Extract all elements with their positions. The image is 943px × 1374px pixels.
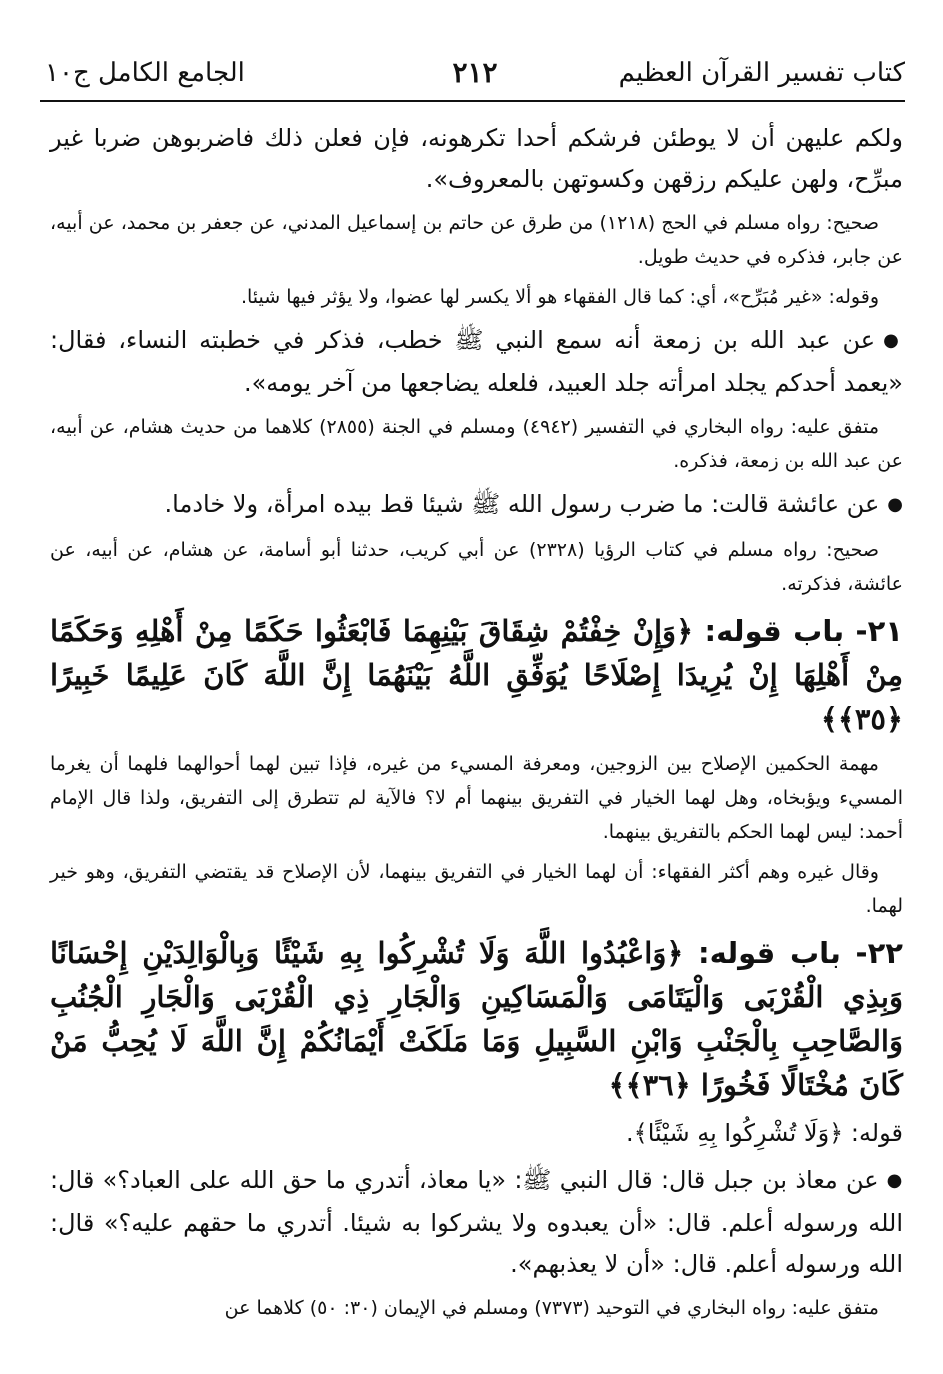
- chapter-heading: [50, 609, 903, 741]
- chapter-label: ٢٢- باب قوله:: [698, 936, 903, 970]
- footnote-paragraph: وقوله: «غير مُبَرِّح»، أي: كما قال الفقهاء هو ألا يكسر لها عضوا، ولا يؤثر فيها شيئا.: [240, 286, 879, 308]
- text-paragraph: قوله: ﴿وَلَا تُشْرِكُوا بِهِ شَيْئًا﴾.: [626, 1119, 903, 1147]
- footnote-paragraph: صحيح: رواه مسلم في الحج (١٢١٨) من طرق عن حاتم بن إسماعيل المدني، عن جعفر بن محمد، عن أبيه، عن جابر، فذكره في حديث طويل.: [50, 212, 903, 268]
- footnote-paragraph: متفق عليه: رواه البخاري في التوحيد (٧٣٧٣) ومسلم في الإيمان (٣٠: ٥٠) كلاهما عن: [224, 1297, 879, 1319]
- quran-verse: ﴿وَإِنْ خِفْتُمْ شِقَاقَ بَيْنِهِمَا فَابْعَثُوا حَكَمًا مِنْ أَهْلِهِ وَحَكَمًا مِنْ أَهْلِهَا إِنْ يُرِيدَا إِصْلَاحًا يُوَفِّقِ اللَّهُ بَيْنَهُمَا إِنَّ اللَّهَ كَانَ عَلِيمًا خَبِيرًا ﴿٣٥﴾﴾: [50, 614, 903, 736]
- bullet-icon: [875, 324, 903, 352]
- text-paragraph: ولكم عليهن أن لا يوطئن فرشكم أحدا تكرهونه، فإن فعلن ذلك فاضربوهن ضربا غير مبرِّح، ولهن عليكم رزقهن وكسوتهن بالمعروف».: [50, 124, 903, 193]
- quran-verse: ﴿وَاعْبُدُوا اللَّهَ وَلَا تُشْرِكُوا بِهِ شَيْئًا وَبِالْوَالِدَيْنِ إِحْسَانًا وَبِذِي الْقُرْبَى وَالْيَتَامَى وَالْمَسَاكِينِ وَالْجَارِ ذِي الْقُرْبَى وَالْجَارِ الْجُنُبِ وَالصَّاحِبِ بِالْجَنْبِ وَابْنِ السَّبِيلِ وَمَا مَلَكَتْ أَيْمَانُكُمْ إِنَّ اللَّهَ لَا يُحِبُّ مَنْ كَانَ مُخْتَالًا فَخُورًا ﴿٣٦﴾﴾: [50, 936, 903, 1102]
- hadith-text: عن عبد الله بن زمعة أنه سمع النبي ﷺ خطب، فذكر في خطبته النساء، فقال: «يعمد أحدكم يجلد امرأته جلد العبيد، فلعله يضاجعها من آخر يومه».: [50, 326, 903, 397]
- commentary-paragraph: مهمة الحكمين الإصلاح بين الزوجين، ومعرفة المسيء من غيره، فإذا تبين لهما أحوالهما فلهما أن يغرما المسيء ويؤبخاه، وهل لهما الخيار في التفريق بينهما أم لا؟ فالآية لم تتطرق إلى التفريق، ولذا قال الإمام أحمد: ليس لهما الحكم بالتفريق بينهما.: [50, 753, 903, 843]
- hadith-paragraph: [50, 1160, 903, 1285]
- bullet-icon: [879, 488, 903, 516]
- chapter-heading: [50, 931, 903, 1107]
- bullet-icon: [879, 1164, 903, 1192]
- hadith-paragraph: [50, 484, 903, 527]
- header-divider: [40, 100, 905, 102]
- page-number: ٢١٢: [452, 56, 498, 89]
- hadith-paragraph: [50, 320, 903, 404]
- page-header: [45, 50, 905, 100]
- commentary-paragraph: وقال غيره وهم أكثر الفقهاء: أن لهما الخيار في التفريق بينهما، لأن الإصلاح قد يقتضي التفريق، وهو خير لهما.: [50, 861, 903, 917]
- volume-title: الجامع الكامل ج١٠: [45, 58, 245, 88]
- page-body: [50, 118, 903, 1331]
- chapter-label: ٢١- باب قوله:: [704, 614, 903, 648]
- hadith-text: عن معاذ بن جبل قال: قال النبي ﷺ: «يا معاذ، أتدري ما حق الله على العباد؟» قال: الله ورسوله أعلم. قال: «أن يعبدوه ولا يشركوا به شيئا. أتدري ما حقهم عليه؟» قال: الله ورسوله أعلم. قال: «أن لا يعذبهم».: [50, 1166, 903, 1278]
- footnote-paragraph: صحيح: رواه مسلم في كتاب الرؤيا (٢٣٢٨) عن أبي كريب، حدثنا أبو أسامة، عن هشام، عن أبيه، عن عائشة، فذكرته.: [50, 539, 903, 595]
- book-title: كتاب تفسير القرآن العظيم: [618, 58, 905, 88]
- footnote-paragraph: متفق عليه: رواه البخاري في التفسير (٤٩٤٢) ومسلم في الجنة (٢٨٥٥) كلاهما من حديث هشام، عن أبيه، عن عبد الله بن زمعة، فذكره.: [50, 416, 903, 472]
- hadith-text: عن عائشة قالت: ما ضرب رسول الله ﷺ شيئا قط بيده امرأة، ولا خادما.: [164, 490, 880, 518]
